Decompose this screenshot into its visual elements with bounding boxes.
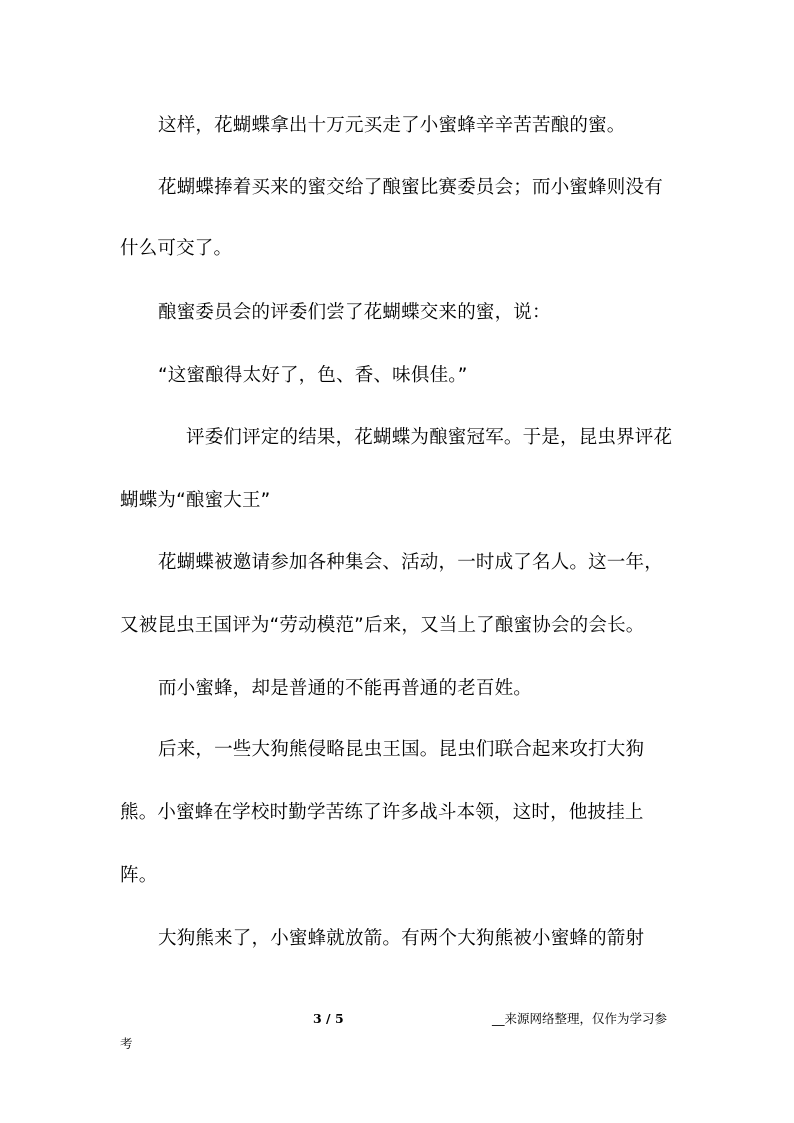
- paragraph-line-8: 花蝴蝶被邀请参加各种集会、活动，一时成了名人。这一年，: [158, 552, 663, 573]
- page-number: 3 / 5: [313, 1011, 344, 1026]
- paragraph-line-5: “这蜜酿得太好了，色、香、味俱佳。”: [158, 365, 468, 386]
- paragraph-line-1: 这样，花蝴蝶拿出十万元买走了小蜜蜂辛辛苦苦酿的蜜。: [158, 115, 626, 136]
- paragraph-line-3: 什么可交了。: [120, 238, 233, 259]
- paragraph-line-2: 花蝴蝶捧着买来的蜜交给了酿蜜比赛委员会；而小蜜蜂则没有: [158, 177, 663, 198]
- footer-note: __来源网络整理，仅作为学习参: [492, 1011, 668, 1026]
- paragraph-line-9: 又被昆虫王国评为“劳动模范”后来，又当上了酿蜜协会的会长。: [120, 615, 645, 636]
- paragraph-line-13: 阵。: [120, 865, 158, 886]
- paragraph-line-11: 后来，一些大狗熊侵略昆虫王国。昆虫们联合起来攻打大狗: [158, 739, 645, 760]
- paragraph-line-7: 蝴蝶为“酿蜜大王”: [120, 490, 271, 511]
- paragraph-line-14: 大狗熊来了，小蜜蜂就放箭。有两个大狗熊被小蜜蜂的箭射: [158, 928, 645, 949]
- paragraph-line-10: 而小蜜蜂，却是普通的不能再普通的老百姓。: [158, 678, 533, 699]
- paragraph-line-12: 熊。小蜜蜂在学校时勤学苦练了许多战斗本领，这时，他披挂上: [120, 802, 644, 823]
- paragraph-line-4: 酿蜜委员会的评委们尝了花蝴蝶交来的蜜，说：: [158, 302, 551, 323]
- footer-note-continued: 考: [120, 1036, 133, 1051]
- paragraph-line-6: 评委们评定的结果，花蝴蝶为酿蜜冠军。于是，昆虫界评花: [186, 427, 673, 448]
